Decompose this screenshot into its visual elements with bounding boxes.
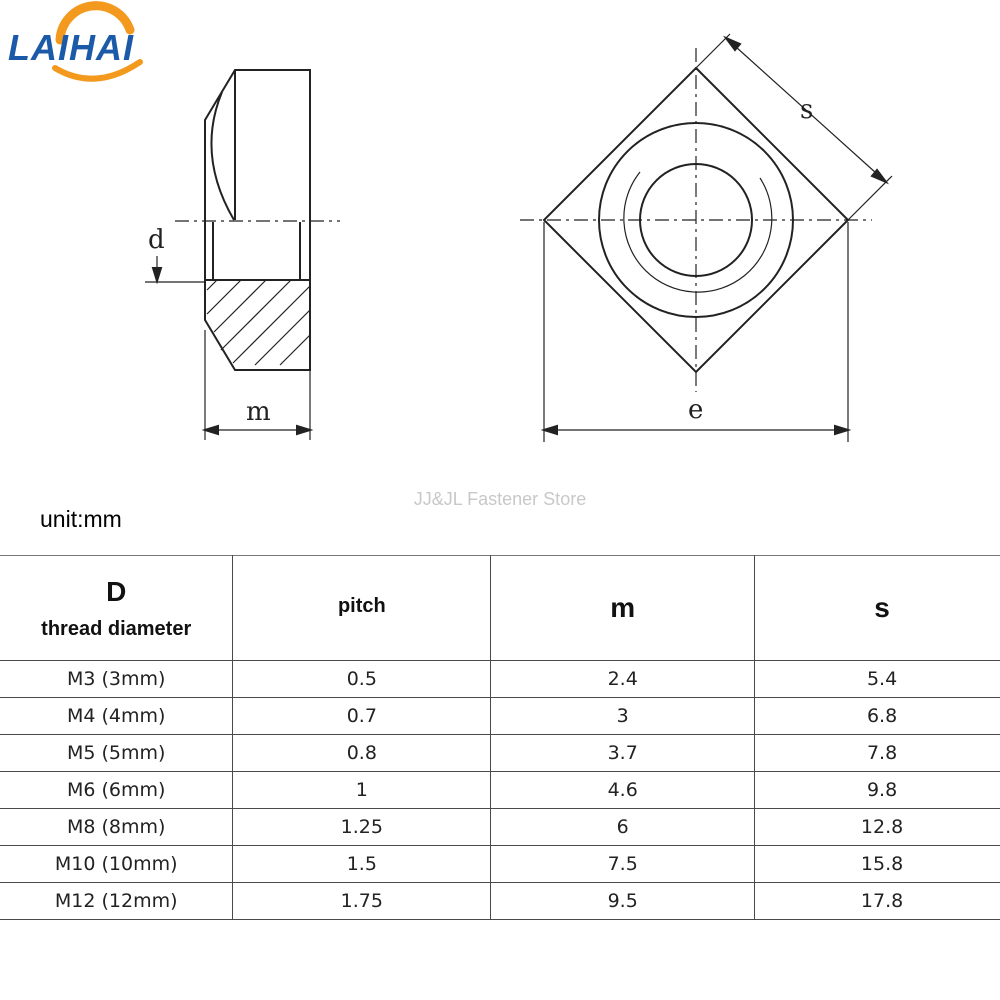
cell-m: 4.6: [491, 772, 755, 809]
cell-m: 6: [491, 809, 755, 846]
label-d: d: [148, 225, 165, 255]
table-row: [0, 772, 1000, 809]
table-row: [0, 846, 1000, 883]
side-view-chamfer-arc: [211, 92, 234, 220]
table-header-row: [0, 556, 1000, 661]
cell-s: 12.8: [755, 809, 1000, 846]
cell-thread: M12 (12mm): [0, 883, 233, 920]
table-row: [0, 883, 1000, 920]
top-view: [520, 34, 892, 442]
e-arrow-left: [544, 426, 557, 434]
label-m: m: [246, 397, 271, 427]
cell-s: 7.8: [755, 735, 1000, 772]
section-hatch: [207, 280, 310, 365]
s-extension-top: [696, 34, 730, 68]
header-m: [491, 556, 755, 661]
label-e: e: [688, 395, 704, 425]
cell-s: 9.8: [755, 772, 1000, 809]
table-row: [0, 698, 1000, 735]
cell-pitch: 1: [233, 772, 491, 809]
header-pitch-title: pitch: [337, 594, 386, 617]
d-arrowhead: [153, 268, 161, 281]
cell-pitch: 1.25: [233, 809, 491, 846]
unit-label: unit:mm: [40, 506, 122, 532]
m-arrow-left: [205, 426, 218, 434]
cell-m: 9.5: [491, 883, 755, 920]
header-pitch: [233, 556, 491, 661]
label-s: s: [800, 95, 814, 125]
cell-thread: M3 (3mm): [0, 661, 233, 698]
logo-text: LAIHAI: [8, 27, 134, 68]
header-s: [755, 556, 1000, 661]
cell-thread: M8 (8mm): [0, 809, 233, 846]
cell-pitch: 0.5: [233, 661, 491, 698]
store-watermark: JJ&JL Fastener Store: [413, 489, 587, 509]
cell-s: 6.8: [755, 698, 1000, 735]
cell-m: 3.7: [491, 735, 755, 772]
cell-pitch: 0.8: [233, 735, 491, 772]
cell-thread: M4 (4mm): [0, 698, 233, 735]
cell-pitch: 1.5: [233, 846, 491, 883]
header-d-title: D: [106, 575, 127, 607]
dimension-table: [0, 555, 1000, 920]
cell-pitch: 0.7: [233, 698, 491, 735]
thread-arc-outer: [624, 172, 772, 292]
cell-thread: M10 (10mm): [0, 846, 233, 883]
side-view: [145, 70, 340, 440]
cell-s: 17.8: [755, 883, 1000, 920]
nut-technical-drawing: [0, 0, 1000, 470]
cell-pitch: 1.75: [233, 883, 491, 920]
cell-s: 5.4: [755, 661, 1000, 698]
table-row: [0, 809, 1000, 846]
cell-m: 2.4: [491, 661, 755, 698]
header-s-title: s: [874, 592, 890, 623]
header-d-subtitle: thread diameter: [41, 617, 192, 640]
e-arrow-right: [835, 426, 848, 434]
cell-m: 7.5: [491, 846, 755, 883]
table-row: [0, 661, 1000, 698]
header-thread-diameter: [0, 556, 233, 661]
header-m-title: m: [610, 592, 636, 623]
cell-thread: M6 (6mm): [0, 772, 233, 809]
cell-s: 15.8: [755, 846, 1000, 883]
m-arrow-right: [297, 426, 310, 434]
table-row: [0, 735, 1000, 772]
cell-m: 3: [491, 698, 755, 735]
cell-thread: M5 (5mm): [0, 735, 233, 772]
